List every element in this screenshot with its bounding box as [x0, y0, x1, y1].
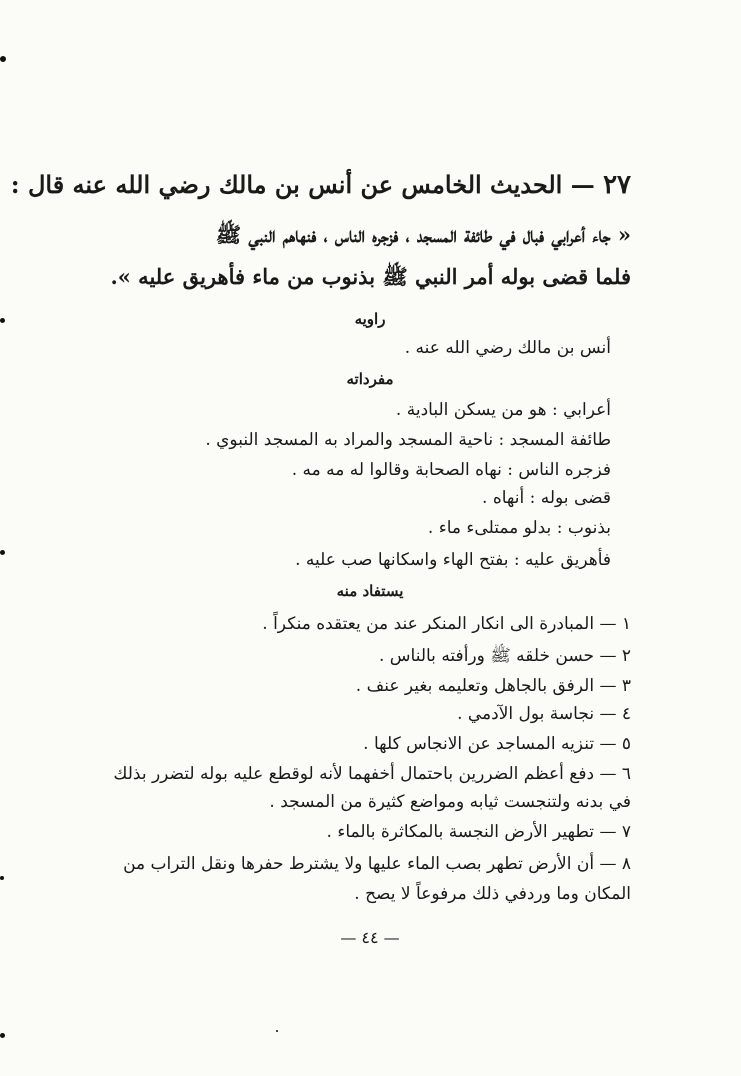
lesson-line: ٥ — تنزيه المساجد عن الانجاس كلها . — [363, 734, 631, 754]
vocabulary-item: طائفة المسجد : ناحية المسجد والمراد به المسجد النبوي . — [205, 430, 611, 450]
lesson-line: المكان وما وردفي ذلك مرفوعاً لا يصح . — [354, 884, 631, 904]
lesson-line: في بدنه ولتنجست ثيابه ومواضع كثيرة من المسجد . — [269, 792, 631, 812]
hadith-heading-text: — الحديث الخامس عن أنس بن مالك رضي الله عنه قال : — [10, 170, 595, 199]
hadith-quote-line-2: فلما قضى بوله أمر النبي ﷺ بذنوب من ماء فأهريق عليه ». — [110, 264, 631, 289]
binding-mark — [0, 318, 5, 323]
hadith-heading — [11, 170, 631, 201]
lesson-line: ٤ — نجاسة بول الآدمي . — [457, 704, 631, 724]
lesson-line: ٨ — أن الأرض تطهر بصب الماء عليها ولا يشترط حفرها ونقل التراب من — [123, 854, 631, 874]
hadith-quote-line-1: « جاء أعرابي فبال في طائفة المسجد ، فزجره الناس ، فنهاهم النبي ﷺ — [215, 222, 631, 247]
page-number: — ٤٤ — — [340, 928, 400, 947]
lesson-line: ٢ — حسن خلقه ﷺ ورأفته بالناس . — [378, 646, 631, 666]
lessons-title: يستفاد منه — [336, 582, 404, 600]
binding-mark — [0, 1033, 5, 1038]
vocabulary-item: فزجره الناس : نهاه الصحابة وقالوا له مه مه . — [291, 460, 611, 480]
narrator-title: راويه — [354, 310, 386, 328]
vocabulary-item: قضى بوله : أنهاه . — [482, 488, 611, 508]
ink-speck — [276, 1030, 278, 1032]
binding-mark — [0, 876, 4, 880]
lesson-line: ٦ — دفع أعظم الضررين باحتمال أخفهما لأنه لوقطع عليه بوله لتضرر بذلك — [113, 764, 631, 784]
vocabulary-item: فأهريق عليه : بفتح الهاء واسكانها صب عليه . — [295, 550, 611, 570]
narrator-text: أنس بن مالك رضي الله عنه . — [404, 338, 611, 358]
vocabulary-title: مفرداته — [346, 370, 394, 388]
vocabulary-item: بذنوب : بدلو ممتلىء ماء . — [427, 518, 611, 538]
lesson-line: ٣ — الرفق بالجاهل وتعليمه بغير عنف . — [355, 676, 631, 696]
binding-mark — [0, 550, 5, 555]
lesson-line: ١ — المبادرة الى انكار المنكر عند من يعتقده منكراً . — [262, 614, 631, 634]
hadith-number: ٢٧ — [603, 170, 631, 200]
binding-mark — [0, 56, 6, 62]
vocabulary-item: أعرابي : هو من يسكن البادية . — [395, 400, 611, 420]
lesson-line: ٧ — تطهير الأرض النجسة بالمكاثرة بالماء . — [326, 822, 631, 842]
